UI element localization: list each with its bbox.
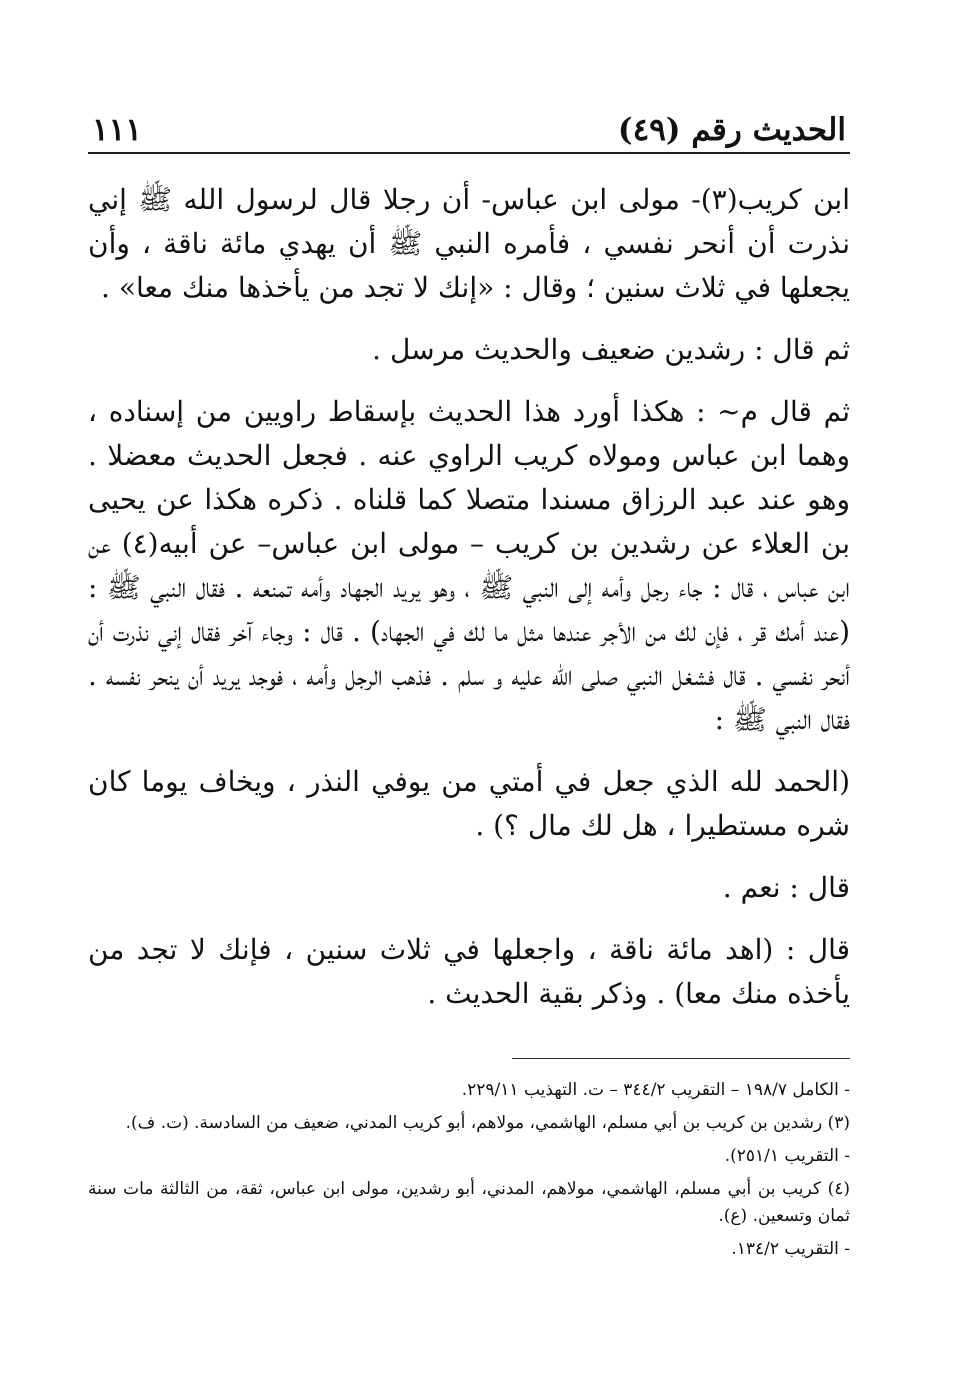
book-page	[88, 96, 850, 1269]
page-number: ١١١	[92, 112, 142, 148]
chapter-title: الحديث رقم (٤٩)	[617, 112, 846, 148]
footnote-3: - التقريب ٢٥١/١).	[724, 1146, 850, 1166]
paragraph-1: ابن كريب(٣)- مولى ابن عباس- أن رجلا قال لرسول الله ﷺ إني نذرت أن أنحر نفسي ، فأمره النبي ﷺ أن يهدي مائة ناقة ، وأن يجعلها في ثلاث سنين ؛ وقال : «إنك لا تجد من يأخذها منك معا» .	[88, 183, 850, 304]
footnote-1: - الكامل ١٩٨/٧ – التقريب ٣٤٤/٢ – ت. التهذيب ٢٢٩/١١.	[461, 1080, 850, 1100]
paragraph-5: قال : نعم .	[722, 871, 850, 904]
paragraph-2: ثم قال : رشدين ضعيف والحديث مرسل .	[372, 333, 850, 366]
footnote-2: (٣) رشدين بن كريب بن أبي مسلم، الهاشمي، مولاهم، أبو كريب المدني، ضعيف من السادسة. (ت. ف).	[125, 1113, 850, 1133]
footnote-4: (٤) كريب بن أبي مسلم، الهاشمي، مولاهم، المدني، أبو رشدين، مولى ابن عباس، ثقة، من الثالثة مات سنة ثمان وتسعين. (ع).	[88, 1179, 850, 1226]
running-header	[88, 96, 850, 148]
footnotes	[88, 1077, 850, 1263]
main-text	[88, 178, 850, 1016]
header-rule	[88, 152, 850, 154]
footnote-5: - التقريب ١٣٤/٢.	[731, 1239, 850, 1259]
paragraph-4: (الحمد لله الذي جعل في أمتي من يوفي النذر ، ويخاف يوما كان شره مستطيرا ، هل لك مال ؟) .	[88, 765, 850, 842]
paragraph-6: قال : (اهد مائة ناقة ، واجعلها في ثلاث سنين ، فإنك لا تجد من يأخذه منك معا) . وذكر بقية الحديث .	[88, 933, 850, 1010]
footnote-rule	[512, 1058, 850, 1059]
paragraph-3: ثم قال م~ : هكذا أورد هذا الحديث بإسقاط راويين من إسناده ، وهما ابن عباس ومولاه كريب الراوي عنه . فجعل الحديث معضلا . وهو عند عبد الرزاق مسندا متصلا كما قلناه . ذكره هكذا عن يحيى بن العلاء عن رشدين بن كريب – مولى ابن عباس– عن أبيه(٤) عن ابن عباس ، قال : جاء رجل وأمه إلى النبي ﷺ ، وهو يريد الجهاد وأمه تمنعه . فقال النبي ﷺ : (عند أمك قر ، فإن لك من الأجر عندها مثل ما لك في الجهاد) . قال : وجاء آخر فقال إني نذرت أن أنحر نفسي . قال فشغل النبي صلى الله عليه و سلم . فذهب الرجل وأمه ، فوجد يريد أن ينحر نفسه . فقال النبي ﷺ :	[88, 395, 851, 736]
